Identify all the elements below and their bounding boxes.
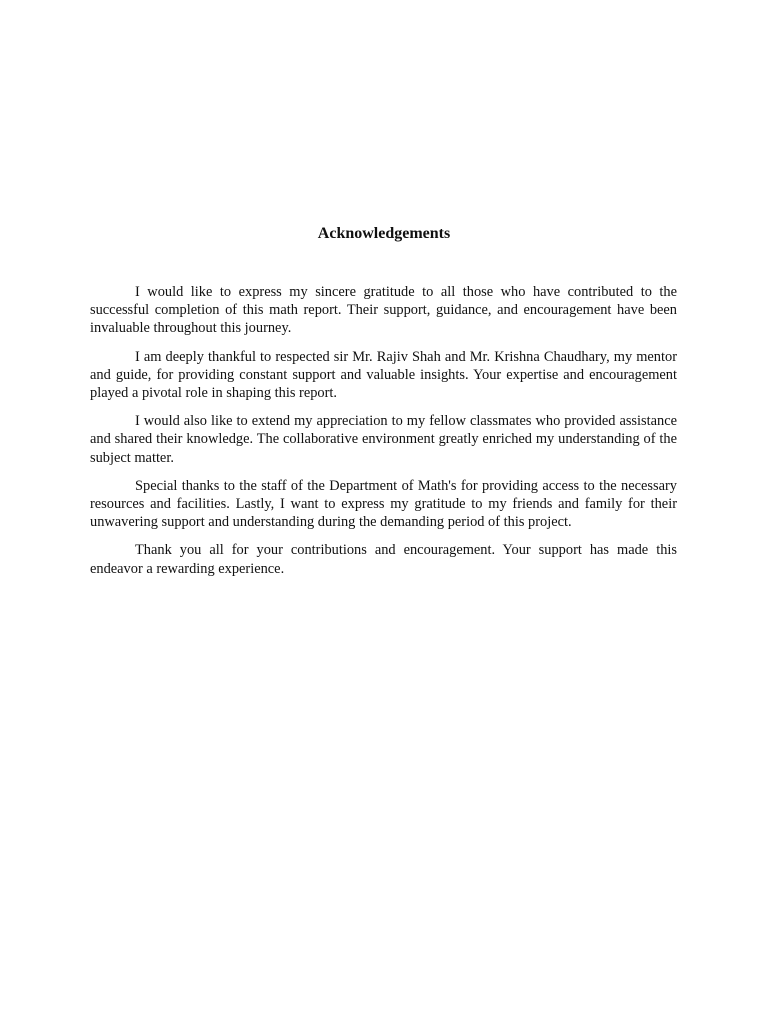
paragraph-department-family: Special thanks to the staff of the Department of Math's for providing access to the necessary resources and facilities. Lastly, I want to express my gratitude to my friends and family for their unwavering support and understanding during the demanding period of this project. [90,477,677,531]
paragraph-classmates: I would also like to extend my appreciation to my fellow classmates who provided assistance and shared their knowledge. The collaborative environment greatly enriched my understanding of the subject matter. [90,413,677,466]
page-title: Acknowledgements [317,225,451,242]
paragraph-mentors: I am deeply thankful to respected sir Mr. Rajiv Shah and Mr. Krishna Chaudhary, my mentor and guide, for providing constant support and valuable insights. Your expertise and encouragement played a pivotal role in shaping this report. [90,348,677,402]
acknowledgement-body [90,283,677,588]
paragraph-gratitude: I would like to express my sincere gratitude to all those who have contributed to the successful completion of this math report. Their support, guidance, and encouragement have been invaluable throughout this journey. [90,284,677,337]
paragraph-closing: Thank you all for your contributions and encouragement. Your support has made this endeavor a rewarding experience. [90,542,677,577]
